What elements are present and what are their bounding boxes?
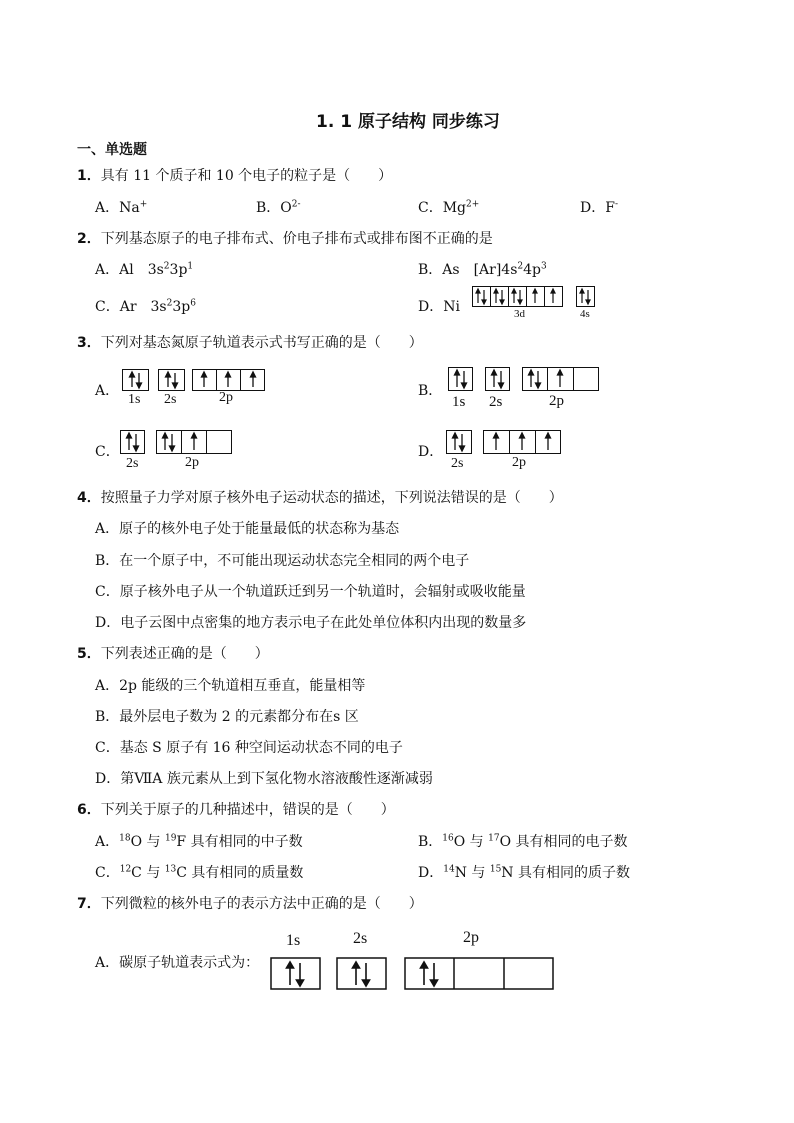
q6-option-d[interactable]: D．$^{14}$N 与 $^{15}$N 具有相同的质子数 [418,864,630,881]
q7-option-a[interactable]: A．碳原子轨道表示式为： [95,955,260,971]
q3-option-d[interactable]: D． [418,444,444,460]
question-stem: 下列关于原子的几种描述中，错误的是（ ） [100,802,395,818]
q7-label-2p: 2p [463,929,479,946]
q3-c-orbital-diagram [120,430,235,456]
q3-b-label-2p: 2p [549,393,564,409]
q6-option-b[interactable]: B．$^{16}$O 与 $^{17}$O 具有相同的电子数 [418,833,628,850]
q3-option-a[interactable]: A． [95,383,120,399]
question-stem: 下列对基态氮原子轨道表示式书写正确的是（ ） [100,335,423,351]
q3-b-label-1s: 1s [452,394,466,410]
q3-c-label-2s: 2s [126,456,139,471]
question-stem: 下列表述正确的是（ ） [100,646,269,662]
question-3 [77,332,423,352]
question-2 [77,228,493,248]
q2-option-b[interactable]: B．As $[Ar]4s^24p^3$ [418,261,547,278]
question-stem: 下列微粒的核外电子的表示方法中正确的是（ ） [100,896,423,912]
question-4 [77,487,563,507]
q3-d-orbital-diagram [446,430,566,456]
q2-ni-orbital-diagram [472,286,600,308]
q2-option-d[interactable]: D．Ni [418,299,460,315]
q3-a-orbital-diagram [122,369,267,393]
question-7 [77,893,423,913]
question-number: 5． [77,646,101,662]
question-stem: 按照量子力学对原子核外电子运动状态的描述，下列说法错误的是（ ） [100,490,563,506]
q2-label-4s: 4s [580,308,590,320]
q6-option-a[interactable]: A．$^{18}$O 与 $^{19}$F 具有相同的中子数 [95,833,303,850]
q3-b-orbital-diagram [448,367,603,393]
q3-d-label-2p: 2p [512,455,526,470]
question-number: 4． [77,490,101,506]
q7-label-1s: 1s [286,932,301,949]
question-stem: 具有 11 个质子和 10 个电子的粒子是（ ） [100,168,393,184]
q1-option-c[interactable]: C．$Mg^{2+}$ [418,199,480,216]
question-number: 3． [77,335,101,351]
q5-option-a[interactable]: A．2p 能级的三个轨道相互垂直，能量相等 [95,678,366,694]
q3-option-c[interactable]: C． [95,444,120,460]
question-stem: 下列基态原子的电子排布式、价电子排布式或排布图不正确的是 [100,231,493,247]
q3-b-label-2s: 2s [489,394,503,410]
q2-label-3d: 3d [514,308,525,320]
q1-option-a[interactable]: A．Na+ [95,199,148,216]
q4-option-d[interactable]: D．电子云图中点密集的地方表示电子在此处单位体积内出现的数量多 [95,615,527,631]
question-number: 7． [77,896,101,912]
q1-option-d[interactable]: D．F- [580,199,618,216]
q4-option-a[interactable]: A．原子的核外电子处于能量最低的状态称为基态 [95,521,400,537]
section-heading: 一、单选题 [77,142,147,158]
q3-a-label-2s: 2s [164,392,177,407]
q2-option-c[interactable]: C．Ar $3s^23p^6$ [95,298,196,315]
q7-carbon-orbital-diagram [270,957,558,993]
q3-d-label-2s: 2s [451,456,464,471]
question-number: 1． [77,168,101,184]
q7-label-2s: 2s [353,930,368,947]
q3-a-label-1s: 1s [128,392,141,407]
question-6 [77,799,395,819]
question-number: 6． [77,802,101,818]
q6-option-c[interactable]: C．$^{12}$C 与 $^{13}$C 具有相同的质量数 [95,864,304,881]
q5-option-d[interactable]: D．第ⅦA 族元素从上到下氢化物水溶液酸性逐渐减弱 [95,771,433,787]
question-5 [77,643,269,663]
q1-option-b[interactable]: B．$O^{2-}$ [256,199,301,216]
question-number: 2． [77,231,101,247]
q3-c-label-2p: 2p [185,455,199,470]
q2-option-a[interactable]: A．Al $3s^23p^1$ [95,261,194,278]
question-1 [77,165,392,185]
q3-option-b[interactable]: B． [418,383,443,399]
q4-option-c[interactable]: C．原子核外电子从一个轨道跃迁到另一个轨道时，会辐射或吸收能量 [95,584,526,600]
q3-a-label-2p: 2p [219,390,233,405]
page-title: 1. 1 原子结构 同步练习 [316,112,500,132]
q4-option-b[interactable]: B．在一个原子中，不可能出现运动状态完全相同的两个电子 [95,553,470,569]
q5-option-c[interactable]: C．基态 S 原子有 16 种空间运动状态不同的电子 [95,740,403,756]
q5-option-b[interactable]: B．最外层电子数为 2 的元素都分布在s 区 [95,709,359,725]
